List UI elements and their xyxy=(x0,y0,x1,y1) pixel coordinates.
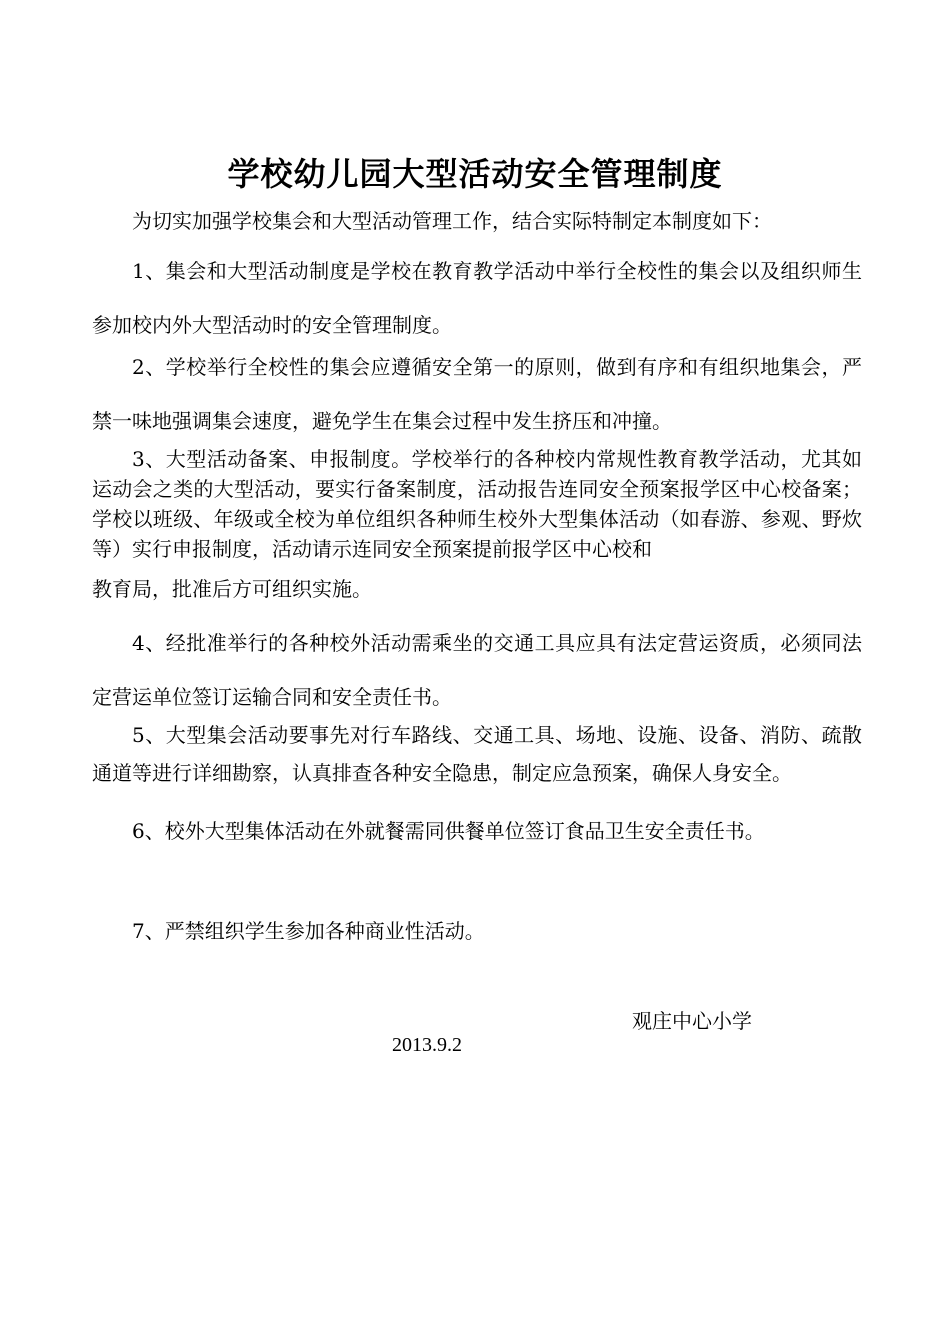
intro-paragraph: 为切实加强学校集会和大型活动管理工作，结合实际特制定本制度如下： xyxy=(132,209,772,233)
rule-item-2: 2、学校举行全校性的集会应遵循安全第一的原则，做到有序和有组织地集会，严禁一味地强调集会速度，避免学生在集会过程中发生挤压和冲撞。 xyxy=(92,355,862,433)
signer-name: 观庄中心小学 xyxy=(632,1009,752,1033)
rule-item-5: 5、大型集会活动要事先对行车路线、交通工具、场地、设施、设备、消防、疏散通道等进行详细勘察，认真排查各种安全隐患，制定应急预案，确保人身安全。 xyxy=(92,723,862,785)
rule-item-3-tail: 教育局，批准后方可组织实施。 xyxy=(92,577,372,601)
rule-item-7: 7、严禁组织学生参加各种商业性活动。 xyxy=(132,919,485,943)
rule-item-3-body: 3、大型活动备案、申报制度。学校举行的各种校内常规性教育教学活动，尤其如运动会之类的大型活动，要实行备案制度，活动报告连同安全预案报学区中心校备案；学校以班级、年级或全校为单位组织各种师生校外大型集体活动（如春游、参观、野炊等）实行申报制度，活动请示连同安全预案提前报学区中心校和 xyxy=(92,447,862,561)
rule-item-1: 1、集会和大型活动制度是学校在教育教学活动中举行全校性的集会以及组织师生参加校内外大型活动时的安全管理制度。 xyxy=(92,259,862,337)
document-date: 2013.9.2 xyxy=(392,1034,462,1056)
rule-item-4: 4、经批准举行的各种校外活动需乘坐的交通工具应具有法定营运资质，必须同法定营运单位签订运输合同和安全责任书。 xyxy=(92,631,862,709)
document-title: 学校幼儿园大型活动安全管理制度 xyxy=(227,155,723,193)
rule-item-6: 6、校外大型集体活动在外就餐需同供餐单位签订食品卫生安全责任书。 xyxy=(132,819,765,843)
rule-item-3 xyxy=(92,444,862,614)
